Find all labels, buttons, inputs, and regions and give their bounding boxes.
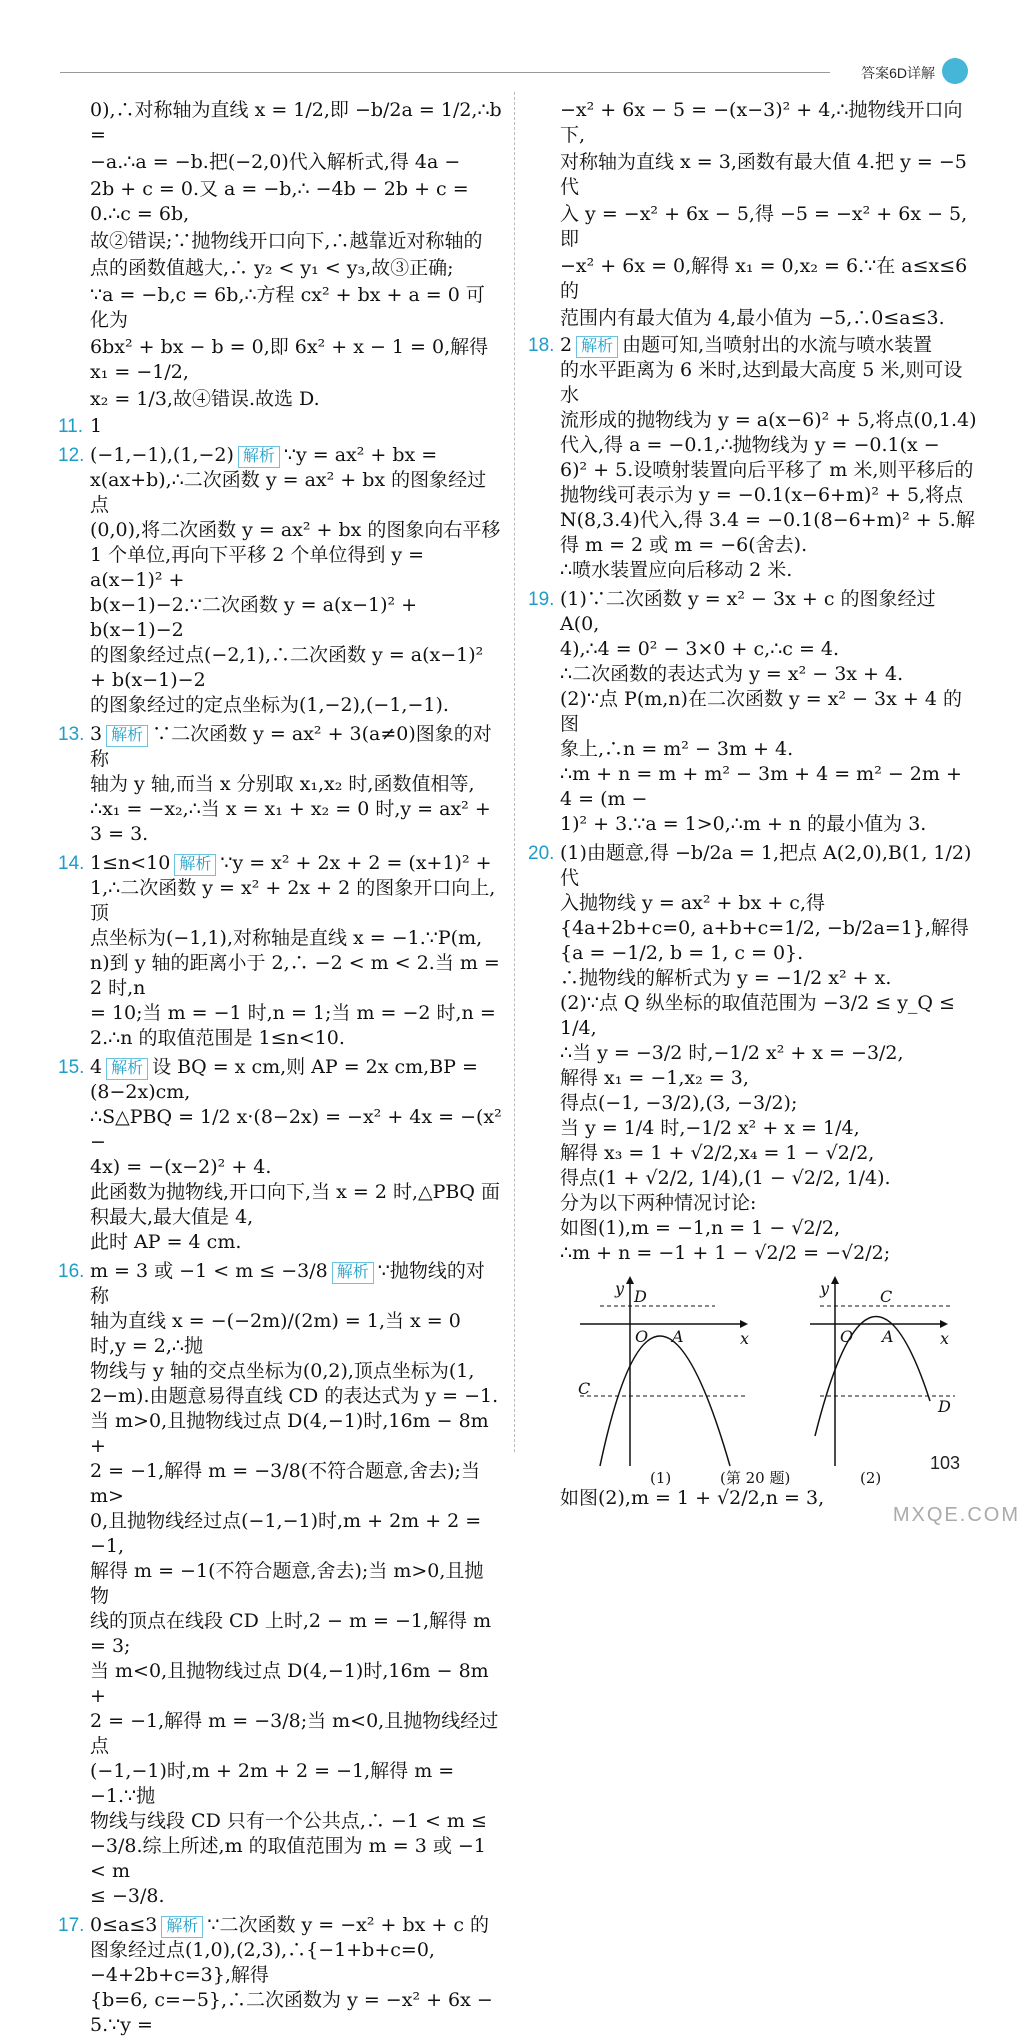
- fig-caption: (第 20 题): [720, 1469, 791, 1487]
- answer-text: (1)∵二次函数 y = x² − 3x + c 的图象经过 A(0, 4),∴4 = 0² − 3×0 + c,∴c = 4. ∴二次函数的表达式为 y = x² − 3x + 4. (2)∵点 P(m,n)在二次函数 y = x² − 3x + 4 的图 象上,∴n = m² − 3m + 4. ∴m + n = m + m² − 3m + 4 = m² − 2m + 4 = (m − 1)² + 3.∵a = 1>0,∴m + n 的最小值为 3.: [560, 588, 962, 835]
- question-number: 18.: [528, 335, 555, 356]
- analysis-text: ∵抛物线的对称 轴为直线 x = −(−2m)/(2m) = 1,当 x = 0 时,y = 2,∴抛 物线与 y 轴的交点坐标为(0,2),顶点坐标为(1, 2−m).由题意易得直线 CD 的表达式为 y = −1. 当 m>0,且抛物线过点 D(4,−1)时,16m − 8m + 2 = −1,解得 m = −3/8(不符合题意,舍去);当 m> 0,且抛物线经过点(−1,−1)时,m + 2m + 2 = −1, 解得 m = −1(不符合题意,舍去);当 m>0,且抛物 线的顶点在线段 CD 上时,2 − m = −1,解得 m = 3; 当 m<0,且抛物线过点 D(4,−1)时,16m − 8m + 2 = −1,解得 m = −3/8;当 m<0,且抛物线经过点 (−1,−1)时,m + 2m + 2 = −1,解得 m = −1.∵抛 物线与线段 CD 只有一个公共点,∴ −1 < m ≤ −3/8.综上所述,m 的取值范围为 m = 3 或 −1 < m ≤ −3/8.: [90, 1260, 499, 1907]
- answer-text: 1≤n<10: [90, 852, 171, 874]
- answer-item: [528, 333, 978, 583]
- left-intro: [90, 98, 508, 412]
- analysis-tag: 解析: [106, 1058, 148, 1080]
- answer-text: 0≤a≤3: [90, 1914, 158, 1936]
- answer-text: 1: [90, 415, 103, 437]
- right-intro: [560, 98, 978, 331]
- question-number: 15.: [58, 1057, 85, 1078]
- left-items: [58, 414, 502, 2038]
- analysis-text: 由题可知,当喷射出的水流与喷水装置 的水平距离为 6 米时,达到最大高度 5 米,则可设水 流形成的抛物线为 y = a(x−6)² + 5,将点(0,1.4) 代入,得 a = −0.1,∴抛物线为 y = −0.1(x − 6)² + 5.设喷射装置向后平移了 m 米,则平移后的 抛物线可表示为 y = −0.1(x−6+m)² + 5,将点 N(8,3.4)代入,得 3.4 = −0.1(8−6+m)² + 5.解 得 m = 2 或 m = −6(舍去). ∴喷水装置应向后移动 2 米.: [560, 334, 977, 581]
- text-line: ∵a = −b,c = 6b,∴方程 cx² + bx + a = 0 可化为: [90, 284, 485, 331]
- fig1-c-label: C: [578, 1379, 591, 1398]
- question-number: 11.: [58, 416, 84, 437]
- text-line: −x² + 6x − 5 = −(x−3)² + 4,∴抛物线开口向下,: [560, 99, 963, 146]
- analysis-tag: 解析: [106, 725, 148, 747]
- answer-item: [58, 1259, 502, 1909]
- fig2-c-label: C: [880, 1287, 893, 1306]
- fig2-y-label: y: [820, 1279, 830, 1298]
- fig1-a-label: A: [672, 1327, 684, 1346]
- analysis-tag: 解析: [238, 446, 280, 468]
- text-line: x₂ = 1/3,故④错误.故选 D.: [90, 388, 320, 410]
- fig2-d-label: D: [938, 1397, 951, 1416]
- answer-item: [58, 1055, 502, 1255]
- question-number: 20.: [528, 843, 555, 864]
- page-number: 103: [929, 1453, 960, 1473]
- answer-item: [58, 414, 502, 439]
- figure-20-svg: [560, 1276, 978, 1486]
- text-line: 故②错误;∵抛物线开口向下,∴越靠近对称轴的: [90, 230, 483, 252]
- question-number: 12.: [58, 445, 85, 466]
- fig2-a-label: A: [882, 1327, 894, 1346]
- text-line: 2b + c = 0.又 a = −b,∴ −4b − 2b + c = 0.∴c = 6b,: [90, 178, 475, 225]
- answer-item: [58, 851, 502, 1051]
- text-line: 0),∴对称轴为直线 x = 1/2,即 −b/2a = 1/2,∴b =: [90, 99, 508, 146]
- header-badge-icon: [942, 58, 968, 84]
- question-number: 13.: [58, 724, 85, 745]
- closing-line: 如图(2),m = 1 + √2/2,n = 3,: [560, 1487, 825, 1509]
- answer-text: 2: [560, 334, 573, 356]
- question-number: 14.: [58, 853, 85, 874]
- right-column: [528, 98, 978, 1513]
- fig-sub2: (2): [860, 1469, 882, 1487]
- answer-text: m = 3 或 −1 < m ≤ −3/8: [90, 1260, 328, 1282]
- fig2-x-label: x: [940, 1329, 950, 1348]
- answer-item: [528, 587, 978, 837]
- answer-item: [58, 722, 502, 847]
- analysis-tag: 解析: [161, 1916, 203, 1938]
- fig2-o-label: O: [840, 1327, 854, 1346]
- analysis-tag: 解析: [174, 854, 216, 876]
- text-line: −x² + 6x = 0,解得 x₁ = 0,x₂ = 6.∵在 a≤x≤6 的: [560, 255, 974, 302]
- header-rule: [60, 72, 830, 73]
- figure-20: [560, 1276, 978, 1486]
- answer-text: (−1,−1),(1,−2): [90, 444, 234, 466]
- text-line: −a.∴a = −b.把(−2,0)代入解析式,得 4a −: [90, 151, 461, 173]
- analysis-text: ∵y = ax² + bx = x(ax+b),∴二次函数 y = ax² + bx 的图象经过点 (0,0),将二次函数 y = ax² + bx 的图象向右平移 1 个单位,再向下平移 2 个单位得到 y = a(x−1)² + b(x−1)−2.∵二次函数 y = a(x−1)² + b(x−1)−2 的图象经过点(−2,1),∴二次函数 y = a(x−1)² + b(x−1)−2 的图象经过的定点坐标为(1,−2),(−1,−1).: [90, 444, 501, 716]
- analysis-tag: 解析: [576, 336, 618, 358]
- analysis-text: ∵二次函数 y = ax² + 3(a≠0)图象的对称 轴为 y 轴,而当 x 分别取 x₁,x₂ 时,函数值相等, ∴x₁ = −x₂,∴当 x = x₁ + x₂ = 0 时,y = ax² + 3 = 3.: [90, 723, 492, 845]
- answer-item: [58, 1913, 502, 2038]
- answer-item: [58, 443, 502, 718]
- text-line: 点的函数值越大,∴ y₂ < y₁ < y₃,故③正确;: [90, 257, 454, 279]
- text-line: 对称轴为直线 x = 3,函数有最大值 4.把 y = −5 代: [560, 151, 973, 198]
- figure-1-graph: [580, 1276, 748, 1466]
- fig1-y-label: y: [615, 1279, 625, 1298]
- text-line: 入 y = −x² + 6x − 5,得 −5 = −x² + 6x − 5,即: [560, 203, 968, 250]
- header-label: 答案6D详解: [861, 65, 935, 81]
- fig1-d-label: D: [634, 1287, 647, 1306]
- answer-text: 3: [90, 723, 103, 745]
- right-items: [528, 333, 978, 1266]
- column-divider: [514, 92, 515, 1452]
- fig1-x-label: x: [740, 1329, 750, 1348]
- fig-sub1: (1): [650, 1469, 672, 1487]
- answer-item: [528, 841, 978, 1266]
- analysis-tag: 解析: [332, 1262, 374, 1284]
- analysis-text: ∵二次函数 y = −x² + bx + c 的 图象经过点(1,0),(2,3),∴{−1+b+c=0, −4+2b+c=3},解得 {b=6, c=−5},∴二次函数为 y = −x² + 6x − 5.∵y =: [90, 1914, 493, 2036]
- watermark: MXQE.COM: [892, 1504, 1020, 1526]
- answer-text: (1)由题意,得 −b/2a = 1,把点 A(2,0),B(1, 1/2)代 入抛物线 y = ax² + bx + c,得 {4a+2b+c=0, a+b+c=1/2, −b/2a=1},解得 {a = −1/2, b = 1, c = 0}. ∴抛物线的解析式为 y = −1/2 x² + x. (2)∵点 Q 纵坐标的取值范围为 −3/2 ≤ y_Q ≤ 1/4, ∴当 y = −3/2 时,−1/2 x² + x = −3/2, 解得 x₁ = −1,x₂ = 3, 得点(−1, −3/2),(3, −3/2); 当 y = 1/4 时,−1/2 x² + x = 1/4, 解得 x₃ = 1 + √2/2,x₄ = 1 − √2/2, 得点(1 + √2/2, 1/4),(1 − √2/2, 1/4). 分为以下两种情况讨论: 如图(1),m = −1,n = 1 − √2/2, ∴m + n = −1 + 1 − √2/2 = −√2/2;: [560, 842, 972, 1264]
- text-line: 6bx² + bx − b = 0,即 6x² + x − 1 = 0,解得 x₁ = −1/2,: [90, 336, 495, 383]
- question-number: 17.: [58, 1915, 85, 1936]
- question-number: 16.: [58, 1261, 85, 1282]
- analysis-text: ∵y = x² + 2x + 2 = (x+1)² + 1,∴二次函数 y = x² + 2x + 2 的图象开口向上,顶 点坐标为(−1,1),对称轴是直线 x = −1.∵P(m, n)到 y 轴的距离小于 2,∴ −2 < m < 2.当 m = 2 时,n = 10;当 m = −1 时,n = 1;当 m = −2 时,n = 2.∴n 的取值范围是 1≤n<10.: [90, 852, 500, 1049]
- question-number: 19.: [528, 589, 555, 610]
- fig1-o-label: O: [635, 1327, 649, 1346]
- left-column: [58, 98, 508, 2042]
- text-line: 范围内有最大值为 4,最小值为 −5,∴0≤a≤3.: [560, 307, 945, 329]
- answer-text: 4: [90, 1056, 103, 1078]
- page-header: [60, 58, 990, 88]
- analysis-text: 设 BQ = x cm,则 AP = 2x cm,BP = (8−2x)cm, ∴S△PBQ = 1/2 x·(8−2x) = −x² + 4x = −(x² − 4x) = −(x−2)² + 4. 此函数为抛物线,开口向下,当 x = 2 时,△PBQ 面 积最大,最大值是 4, 此时 AP = 4 cm.: [90, 1056, 502, 1253]
